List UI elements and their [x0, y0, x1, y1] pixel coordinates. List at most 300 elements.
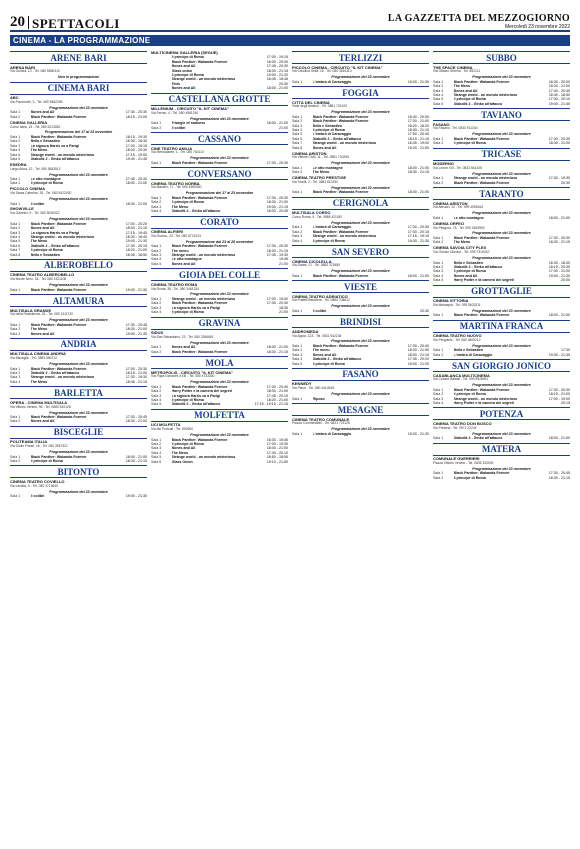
city-heading: FASANO [292, 368, 429, 381]
showtimes: 20:00 [561, 278, 570, 283]
city-heading: SAN SEVERO [292, 245, 429, 258]
film-title: Harry Potter e la camera dei segreti [453, 278, 514, 283]
screening-row [433, 401, 570, 405]
screening-row [151, 126, 288, 130]
showtimes: 19:40 - 21:45 [125, 156, 147, 161]
showtimes: 17:45 - 20:15 [266, 393, 288, 398]
city-heading: BISCEGLIE [10, 426, 147, 439]
showtimes: 18:30 [279, 305, 288, 310]
programming-period: Programmazione del 23 novembre [472, 211, 531, 216]
film-title: L'ombra di Caravaggio [312, 225, 352, 230]
cinema-address: Viale degli Aviatori - Tel. 0881 724100 [292, 104, 347, 109]
screening-row [292, 432, 429, 436]
showtimes: 17:00 - 19:30 [266, 441, 288, 446]
showtimes: 18:15 - 21:15 [407, 136, 429, 141]
screen-label: Sala 4 [433, 92, 444, 97]
programming-period: Programmazione del 23 novembre [49, 105, 108, 110]
showtimes: 16:30 - 20:00 [548, 79, 570, 84]
screening-row [292, 80, 429, 84]
film-title: Strange world - un mondo misterioso [30, 152, 95, 157]
city-heading: MATERA [433, 443, 570, 456]
showtimes: 16:45 - 18:50 [125, 252, 147, 257]
film-title: Il principe di Roma [171, 398, 204, 402]
screen-label: Sala 5 [433, 278, 444, 283]
screening-row [433, 278, 570, 282]
film-title: Black Panther: Wakanda Forever [453, 79, 510, 84]
showtimes: 16:20 - 18:20 [407, 123, 429, 128]
screen-label: Sala 3 [292, 234, 303, 239]
cinema-block [151, 107, 288, 130]
showtimes: 18:30 - 21:00 [125, 327, 147, 332]
screening-row [292, 146, 429, 150]
screening-row [292, 362, 429, 366]
cinema-address: Via Fratelli Bandiera - Tel. 0884 708612 [292, 298, 350, 303]
city-heading: GRAVINA [151, 317, 288, 330]
screen-label: Sala 2 [151, 349, 162, 354]
screening-row [10, 157, 147, 161]
programming-period: Programmazione del 23 novembre [49, 217, 108, 222]
screening-row [292, 239, 429, 243]
city-heading: CINEMA BARI [10, 82, 147, 95]
film-title: Elvis [171, 81, 180, 86]
film-title: Black Panther: Wakanda Forever [171, 195, 228, 200]
film-title: Black Panther: Wakanda Forever [312, 343, 369, 348]
film-title: Il principe di Roma [30, 181, 63, 186]
film-title: Bones and All [30, 419, 55, 424]
showtimes: 17:50 - 20:40 [407, 132, 429, 137]
showtimes: 18:00 - 21:00 [548, 313, 570, 318]
cinema-block [292, 66, 429, 85]
programming-period: Programmazione del 23 novembre [190, 292, 249, 297]
screen-label: Sala 6 [433, 101, 444, 106]
cinema-block [433, 334, 570, 357]
showtimes: 16:30 - 18:30 [548, 260, 570, 265]
film-title: Black Panther: Wakanda Forever [171, 349, 228, 354]
screen-label: Sala 4 [10, 379, 21, 384]
showtimes: 18:30 - 21:00 [125, 419, 147, 424]
cinema-name: MULTISALA CINEMA ANDRIA [10, 351, 66, 357]
cinema-address: Via Bisceglie - Tel. 0883 556712 [10, 356, 57, 361]
screening-row [151, 86, 288, 90]
newspaper-page [10, 8, 570, 833]
programming-period: Programmazione del 17 al 23 novembre [44, 130, 113, 135]
city-heading: SUBBO [433, 51, 570, 64]
programming-period: Programmazione del 23 novembre [190, 380, 249, 385]
showtimes: 18:20 - 21:00 [548, 84, 570, 89]
programming-period: Programmazione del 23 novembre [49, 318, 108, 323]
screen-label: Sala 2 [433, 84, 444, 89]
screening-row [433, 353, 570, 357]
showtimes: 18:30 - 21:15 [266, 349, 288, 354]
screen-label: Sala 8 [292, 145, 303, 150]
showtimes: 18:00 - 21:00 [266, 389, 288, 394]
city-heading: GIOIA DEL COLLE [151, 268, 288, 281]
screen-label: Sala 5 [151, 402, 162, 407]
cinema-name: SIDUS [151, 330, 164, 336]
screen-label: Sala 3 [433, 269, 444, 274]
cinema-name: CINEMA CICOLELLA [292, 258, 332, 264]
cinema-address: Via San Sebastiano, 23 - Tel. 080 3266661 [151, 334, 214, 339]
cinema-address: Via Mazzini, 71 - Tel. 080 4955050 [151, 185, 202, 190]
programming-period: Programmazione del 23 novembre [472, 256, 531, 260]
film-title: Diabolik 2 - Ginko all'attacco [30, 371, 80, 376]
cinema-block [292, 260, 429, 279]
film-title: Strange world - un mondo misterioso [453, 92, 518, 97]
film-title: Bones and All [30, 226, 55, 231]
screen-label: Sala 1 [10, 110, 21, 115]
cinema-address: Corso Italia, 15 - Tel. 080 5213052 [10, 124, 61, 129]
screen-label: Sala 6 [10, 156, 21, 161]
film-title: L'ombra di Caravaggio [312, 431, 352, 436]
cinema-address: Via Papa Giovanni XXIII - Tel. 080 4733330 [151, 374, 215, 379]
screen-label: Sala 6 [151, 459, 162, 464]
cinema-address: Via Duomo, 23 - Tel. 080 8721024 [151, 233, 201, 238]
cinema-address: Corso Roma, 5 - Tel. 0885 421180 [292, 214, 343, 219]
cinema-address: Via Cesare Battisti - Tel. 099 5928451 [433, 377, 489, 382]
cinema-name: KENNEDY [292, 381, 312, 387]
cinema-name: CINEMA TEATRO DON BOSCO [433, 420, 492, 426]
film-title: Diabolik 2 - Ginko all'attacco [30, 156, 80, 161]
cinema-block [292, 211, 429, 243]
screen-label: Sala 2 [10, 458, 21, 463]
cinema-name: CINEMA TEATRO COMUNALE [292, 416, 350, 422]
film-title: Il principe di Roma [453, 97, 486, 102]
film-title: Diabolik 2 - Ginko all'attacco [171, 402, 221, 407]
cinema-name: CITTÀ DEL CINEMA [292, 99, 330, 105]
screen-label: Sala 2 [433, 475, 444, 480]
showtimes: 16:40 - 18:50 [548, 92, 570, 97]
cinema-name: CINEMA TEATRO PRESTIGE [292, 175, 347, 181]
city-heading: MESAGNE [292, 403, 429, 416]
screen-label: Sala 3 [292, 123, 303, 128]
programming-period: Programmazione del 23 novembre [472, 343, 531, 348]
cinema-name: CASABLANCA MULTICINEMA [433, 372, 490, 378]
screening-row [433, 313, 570, 317]
city-heading: MOLA [151, 356, 288, 369]
showtimes: 19:00 - 21:20 [407, 361, 429, 366]
showtimes: 16:45 - 19:00 [407, 141, 429, 146]
cinema-name: CINEMA VITTORIA [433, 298, 469, 304]
city-heading: CONVERSANO [151, 167, 288, 180]
film-title: La signora Harris va a Parigi [30, 143, 80, 148]
screening-row [433, 476, 570, 480]
showtimes: 17:00 - 20:20 [125, 221, 147, 226]
cinema-block [151, 371, 288, 407]
masthead-date: Mercoledì 23 novembre 2022 [504, 24, 570, 30]
showtimes: 17:30 - 20:45 [125, 415, 147, 419]
film-title: The menu [171, 248, 189, 253]
screening-row [433, 102, 570, 106]
showtimes: 17:30 - 20:30 [125, 110, 147, 115]
programming-period: Programmazione del 23 novembre [331, 161, 390, 166]
cinema-name: METROPOLIS - CIRCUITO "IL KIT CINEMA" [151, 369, 234, 375]
cinema-block [10, 207, 147, 256]
screening-row [10, 181, 147, 185]
showtimes: 17:40 - 20:10 [266, 450, 288, 455]
city-heading: POTENZA [433, 407, 570, 420]
screen-label: Sala 1 [151, 384, 162, 389]
cinema-address: Via Monte Nero, 34 - Tel. 080 4321108 [10, 277, 67, 282]
showtimes: 18:00 - 21:10 [407, 352, 429, 357]
programming-period: Programmazione del 23 novembre [49, 283, 108, 288]
screening-row [433, 181, 570, 185]
cinema-block [10, 66, 147, 80]
film-title: Il principe di Roma [171, 310, 204, 315]
screen-label: Sala 1 [433, 79, 444, 84]
film-title: Strange world - un mondo misterioso [453, 176, 518, 181]
film-title: Bones and All [453, 88, 478, 93]
showtimes: 19:00 - 21:30 [407, 431, 429, 436]
screen-label: Sala 4 [292, 238, 303, 243]
showtimes: 18:00 - 21:00 [266, 86, 288, 91]
cinema-name: CINEMA ARISTON [292, 150, 327, 156]
film-title: Bella e Sebastien [30, 139, 61, 144]
film-title: Il principe di Roma [453, 141, 486, 146]
city-heading: MOLFETTA [151, 409, 288, 422]
programming-period: Programmazione del 23 novembre [190, 116, 249, 121]
showtimes: 21:00 [279, 310, 288, 315]
screen-label: Sala 1 [433, 260, 444, 265]
cinema-address: Via Piave - Tel. 080 4414545 [292, 386, 335, 391]
cinema-name: UCI MOLFETTA [151, 422, 181, 428]
programming-period: Programmazione del 23 novembre [472, 231, 531, 236]
cinema-name: COMUNALE GUERRIERI [433, 456, 480, 462]
cinema-name: ARENA BARI [10, 64, 35, 70]
showtimes: 18:00 - 21:10 [125, 226, 147, 231]
film-title: L'ombra di Caravaggio [312, 79, 352, 84]
screen-label: Sala 1 [292, 431, 303, 436]
cinema-address: Via Ferrari, 4 - Tel. 080 4961240 [151, 110, 199, 115]
showtimes: 19:00 - 21:30 [125, 287, 147, 292]
showtimes: 18:30 - 21:00 [548, 141, 570, 146]
screen-label: Sala 7 [292, 141, 303, 146]
screen-label: Sala 2 [151, 125, 162, 130]
cinema-address: Largo Adua, 12 - Tel. 080 5483512 [10, 166, 61, 171]
showtimes: 17:30 - 20:30 [407, 225, 429, 230]
screen-label: Sala 1 [10, 415, 21, 419]
cinema-name: CINEMA SAVOIA CITY PLEX [433, 245, 487, 251]
city-heading: TRICASE [433, 148, 570, 161]
showtimes: 18:00 - 20:45 [266, 209, 288, 214]
showtimes: 18:00 - 21:00 [266, 121, 288, 126]
cinema-name: CINE TEATRO ANILIA [151, 145, 193, 151]
screen-label: Sala 3 [151, 393, 162, 398]
screening-row [433, 240, 570, 244]
film-title: Bones and All [171, 64, 196, 69]
showtimes: 18:30 - 21:00 [125, 201, 147, 206]
page-header [10, 8, 570, 32]
city-heading: BARLETTA [10, 386, 147, 399]
film-title: Bones and All [171, 345, 196, 350]
showtimes: 17:00 - 20:30 [125, 366, 147, 371]
programming-period: Programmazione del 23 novembre [331, 220, 390, 225]
film-title: Bones and All [312, 145, 337, 150]
showtimes: 19:00 - 21:20 [266, 72, 288, 77]
film-title: La signora Harris va a Parigi [171, 305, 221, 310]
showtimes: 18:00 - 21:00 [548, 436, 570, 441]
screen-label: Sala 2 [151, 389, 162, 394]
screen-label: Sala 1 [433, 436, 444, 441]
cinema-block [151, 51, 288, 91]
cinema-name: MULTICINEMA GALLERIA (SEGUE) [151, 49, 218, 55]
cinema-name: ABC [10, 95, 19, 101]
screening-row [151, 209, 288, 213]
screen-label: Sala 6 [292, 136, 303, 141]
film-title: Strange world - un mondo misterioso [312, 141, 377, 146]
cinema-block [151, 230, 288, 266]
film-title: Bones and All [30, 331, 55, 336]
screen-label [151, 86, 172, 90]
screen-label: Sala 1 [433, 348, 444, 353]
screen-label: Sala 1 [10, 287, 21, 292]
screen-label: Sala 4 [10, 148, 21, 153]
screen-label: Sala 6 [10, 243, 21, 248]
cinema-name: FASANO [433, 121, 450, 127]
showtimes: 18:15 - 21:00 [548, 392, 570, 397]
screen-label: Sala 7 [10, 248, 21, 253]
programming-period: Programmazione del 23 novembre [331, 185, 390, 190]
film-title: Strange world - un mondo misterioso [171, 455, 236, 460]
screen-label: Sala 1 [433, 313, 444, 318]
showtimes: 18:30 - 21:00 [407, 348, 429, 353]
cinema-address: Via dei Portuali - Tel. 892960 [151, 427, 194, 432]
film-title: Diabolik 2 - Ginko all'attacco [30, 243, 80, 248]
cinema-address: Via Pavoncelli, 3 - Tel. 080 5562265 [10, 100, 63, 104]
screening-row [10, 115, 147, 119]
screen-label: Sala 1 [10, 322, 21, 327]
cinema-block [292, 176, 429, 195]
screen-label: Sala 1 [292, 225, 303, 230]
showtimes: 19:30 - 21:30 [548, 352, 570, 357]
showtimes: 17:30 - 20:45 [125, 322, 147, 327]
showtimes: 19:00 - 21:30 [125, 494, 147, 499]
programming-period: Programmazione del 23 novembre [49, 362, 108, 367]
film-title: Le otto montagne [30, 177, 61, 182]
screen-label: Sala 5 [151, 455, 162, 460]
cinema-address: Via Pretoria - Tel. 0971 22244 [433, 425, 477, 430]
film-title: Black Panther: Wakanda Forever [171, 384, 228, 389]
cinema-block [292, 418, 429, 437]
screen-label: Sala 1 [10, 494, 21, 499]
film-title: Il colibrì [30, 494, 45, 499]
cinema-name: SHOWVILLE [10, 206, 34, 212]
cinema-name: CINEMA TEATRO ROMA [151, 281, 198, 287]
film-title: L'ombra di Caravaggio [312, 132, 352, 137]
cinema-name: CINEMA ARISTON [433, 200, 468, 206]
cinema-block [151, 182, 288, 214]
programming-period: Programmazione del 23 novembre [190, 340, 249, 345]
showtimes: 17:30 - 20:15 [125, 243, 147, 248]
showtimes: 17:00 - 19:15 [266, 55, 288, 60]
programming-period: Programmazione del 23 novembre [331, 427, 390, 432]
cinema-block [433, 222, 570, 245]
screening-row [292, 309, 429, 313]
showtimes: 17:30 - 20:10 [548, 97, 570, 102]
cinema-name: CINEMA TEATRO ADRIATICO [292, 293, 348, 299]
film-title: Black Panther: Wakanda Forever [312, 114, 369, 119]
cinema-block [10, 96, 147, 119]
film-title: Diabolik 2 - Ginko all'attacco [312, 136, 362, 141]
cinema-address: Via Ottavio Serena - Tel. 892111 [433, 69, 481, 74]
screen-label: Sala 2 [151, 200, 162, 205]
showtimes: 17:30 - 21:00 [407, 119, 429, 124]
screen-label: Sala 5 [151, 261, 162, 266]
screen-label: Sala 1 [151, 345, 162, 350]
programming-period: Programmazione del 23 novembre [331, 269, 390, 274]
showtimes: 18:30 - 21:00 [266, 200, 288, 205]
programming-period: Programmazione del 23 novembre [331, 392, 390, 397]
cinema-block [433, 162, 570, 185]
screen-label: Sala 2 [10, 371, 21, 376]
film-title: Il principe di Roma [171, 55, 204, 60]
screen-label: Sala 4 [10, 234, 21, 239]
screen-label: Sala 1 [151, 160, 162, 165]
cinema-name: CINEMA GALLERIA [10, 119, 48, 125]
screen-label: Sala 1 [10, 177, 21, 182]
showtimes: 19:00 - 21:30 [125, 331, 147, 336]
cinema-block [292, 295, 429, 314]
city-heading: CORATO [151, 216, 288, 229]
showtimes: 18:00 - 21:00 [266, 446, 288, 451]
showtimes: 17:00 - 20:15 [407, 229, 429, 234]
film-title: Black Panther: Wakanda Forever [453, 235, 510, 240]
film-title: Il principe di Roma [312, 361, 345, 366]
cinema-block [151, 283, 288, 315]
showtimes: 17:30 - 20:30 [266, 195, 288, 200]
showtimes: 19:00 - 21:30 [548, 273, 570, 278]
cinema-address: Via Appia, 123 - Tel. 0831 542234 [292, 333, 342, 338]
programming-period: Programmazione del 23 novembre [331, 304, 390, 309]
film-title: The Menu [30, 239, 48, 244]
cinema-name: THE SPACE CINEMA [433, 64, 473, 70]
showtimes: 17:30 - 20:30 [266, 160, 288, 165]
programming-period: Programmazione del 23 novembre [190, 156, 249, 161]
cinema-address: Piazza Vittorio Veneto - Tel. 0835 333003 [433, 460, 494, 465]
screening-row [151, 402, 288, 406]
screening-row [292, 274, 429, 278]
city-heading: CASTELLANA GROTTE [151, 93, 288, 106]
film-title: Il colibrì [30, 201, 45, 206]
cinema-block [151, 423, 288, 464]
film-title: Bones and All [171, 86, 196, 91]
showtimes: 18:15 - 20:30 [548, 264, 570, 269]
city-heading: ANDRIA [10, 338, 147, 351]
screen-label: Sala 4 [151, 310, 162, 315]
film-title: Strange world - un mondo misterioso [171, 77, 236, 82]
film-title: Diabolik 2 - Ginko all'attacco [453, 264, 503, 269]
cinema-block [10, 187, 147, 206]
programming-period: Programmazione del 23 novembre [472, 466, 531, 471]
showtimes: 21:00 [279, 261, 288, 266]
showtimes: 19:10 - 21:50 [266, 459, 288, 464]
film-title: Black Panther: Wakanda Forever [312, 229, 369, 234]
screen-label: Sala 4 [292, 128, 303, 133]
screen-label: Sala 2 [10, 181, 21, 186]
showtimes: 18:30 - 21:15 [548, 240, 570, 245]
showtimes: 19:00 - 21:15 [266, 204, 288, 209]
masthead-title: LA GAZZETTA DEL MEZZOGIORNO [387, 13, 570, 24]
screen-label: Sala 1 [10, 366, 21, 371]
city-heading: MARTINA FRANCA [433, 320, 570, 333]
showtimes: 16:30 - 20:00 [266, 59, 288, 64]
screen-label: Sala 3 [10, 143, 21, 148]
screen-label: Sala 5 [10, 239, 21, 244]
film-title: Il principe di Roma [171, 441, 204, 446]
film-title: Il principe di Roma [171, 72, 204, 77]
showtimes: 18:30 - 21:15 [266, 68, 288, 73]
film-title: Black Panther: Wakanda Forever [453, 313, 510, 318]
screening-row [151, 310, 288, 314]
